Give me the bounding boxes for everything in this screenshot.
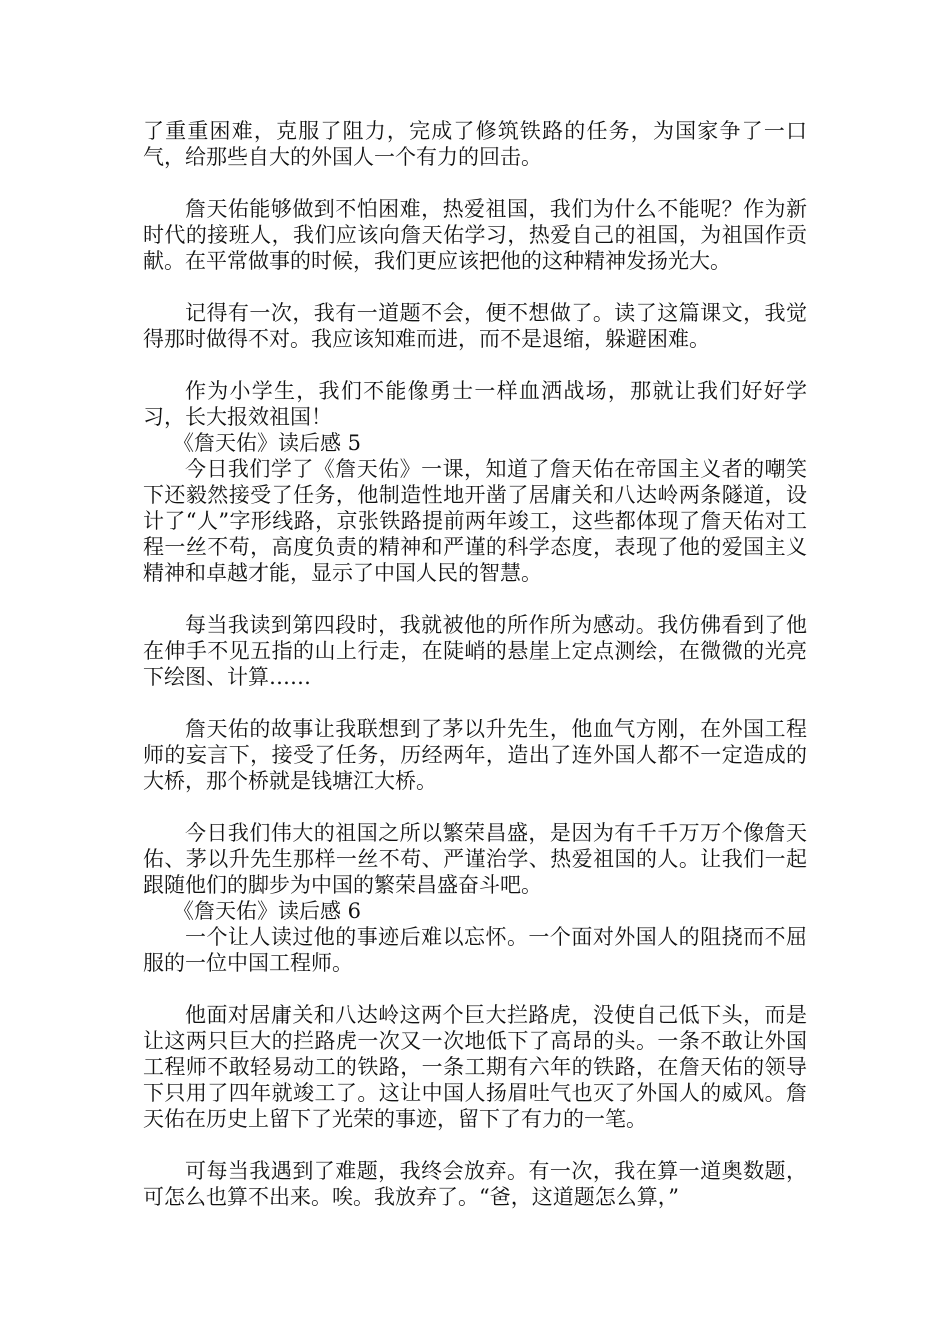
paragraph-6: 每当我读到第四段时，我就被他的所作所为感动。我仿佛看到了他在伸手不见五指的山上行走，在陡峭的悬崖上定点测绘，在微微的光亮下绘图、计算…… — [143, 613, 807, 689]
paragraph-9: 一个让人读过他的事迹后难以忘怀。一个面对外国人的阻挠而不屈服的一位中国工程师。 — [143, 925, 807, 975]
paragraph-11: 可每当我遇到了难题，我终会放弃。有一次，我在算一道奥数题，可怎么也算不出来。唉。我放弃了。“爸，这道题怎么算，” — [143, 1159, 807, 1209]
paragraph-2: 詹天佑能够做到不怕困难，热爱祖国，我们为什么不能呢？作为新时代的接班人，我们应该向詹天佑学习，热爱自己的祖国，为祖国作贡献。在平常做事的时候，我们更应该把他的这种精神发扬光大。 — [143, 197, 807, 273]
section-heading-5: 《詹天佑》读后感 5 — [173, 431, 362, 455]
paragraph-4: 作为小学生，我们不能像勇士一样血洒战场，那就让我们好好学习，长大报效祖国！ — [143, 379, 807, 429]
paragraph-1: 了重重困难，克服了阻力，完成了修筑铁路的任务，为国家争了一口气，给那些自大的外国人一个有力的回击。 — [143, 119, 807, 169]
paragraph-3: 记得有一次，我有一道题不会，便不想做了。读了这篇课文，我觉得那时做得不对。我应该知难而进，而不是退缩，躲避困难。 — [143, 301, 807, 351]
paragraph-7: 詹天佑的故事让我联想到了茅以升先生，他血气方刚，在外国工程师的妄言下，接受了任务，历经两年，造出了连外国人都不一定造成的大桥，那个桥就是钱塘江大桥。 — [143, 717, 807, 793]
paragraph-8: 今日我们伟大的祖国之所以繁荣昌盛，是因为有千千万万个像詹天佑、茅以升先生那样一丝不苟、严谨治学、热爱祖国的人。让我们一起跟随他们的脚步为中国的繁荣昌盛奋斗吧。 — [143, 821, 807, 897]
paragraph-5: 今日我们学了《詹天佑》一课，知道了詹天佑在帝国主义者的嘲笑下还毅然接受了任务，他制造性地开凿了居庸关和八达岭两条隧道，设计了“人”字形线路，京张铁路提前两年竣工，这些都体现了詹天佑对工程一丝不苟，高度负责的精神和严谨的科学态度，表现了他的爱国主义精神和卓越才能，显示了中国人民的智慧。 — [143, 457, 807, 585]
document-body — [143, 118, 807, 1210]
paragraph-10: 他面对居庸关和八达岭这两个巨大拦路虎，没使自己低下头，而是让这两只巨大的拦路虎一次又一次地低下了高昂的头。一条不敢让外国工程师不敢轻易动工的铁路，一条工期有六年的铁路，在詹天佑的领导下只用了四年就竣工了。这让中国人扬眉吐气也灭了外国人的威风。詹天佑在历史上留下了光荣的事迹，留下了有力的一笔。 — [143, 1003, 807, 1131]
section-heading-6: 《詹天佑》读后感 6 — [173, 899, 362, 923]
